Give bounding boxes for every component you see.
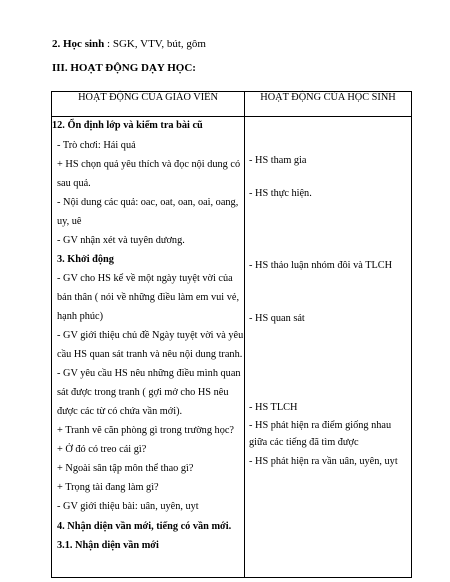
teacher-line: 4. Nhận diện vần mới, tiếng có vần mới.: [57, 521, 232, 532]
teacher-line: - Nội dung các quả: oac, oat, oan, oai, oang,: [57, 197, 239, 208]
teacher-line: - GV cho HS kể về một ngày tuyệt vời của: [57, 273, 233, 284]
teacher-line: + HS chọn quả yêu thích và đọc nội dung có: [57, 159, 241, 170]
teacher-line: - GV giới thiệu bài: uân, uyên, uyt: [57, 501, 199, 512]
student-line: - HS tham gia: [249, 155, 307, 166]
teacher-line: - GV nhận xét và tuyên dương.: [57, 235, 185, 246]
teacher-line: - Trò chơi: Hái quả: [57, 140, 136, 151]
teacher-line: được các từ có chứa vần mới).: [57, 406, 183, 417]
teacher-line: 12. Ổn định lớp và kiểm tra bài cũ: [52, 120, 203, 131]
student-line: - HS quan sát: [249, 313, 305, 324]
teacher-line: - GV giới thiệu chủ đề Ngày tuyệt vời và yêu: [57, 330, 244, 341]
teacher-line: 3.1. Nhận diện vần mới: [57, 540, 159, 551]
teacher-line: sau quả.: [57, 178, 91, 189]
teacher-line: - GV yêu cầu HS nêu những điều mình quan: [57, 368, 241, 379]
student-activities-cell: [245, 117, 412, 578]
teacher-line: + Ngoài sân tập môn thể thao gì?: [57, 463, 194, 474]
section-title: III. HOẠT ĐỘNG DẠY HỌC:: [52, 62, 196, 74]
student-line: - HS phát hiện ra vần uân, uyên, uyt: [249, 456, 398, 467]
teacher-line: uy, uê: [57, 216, 82, 227]
teacher-column-header: HOẠT ĐỘNG CỦA GIÁO VIÊN: [52, 92, 245, 117]
teacher-line: bản thân ( nói về những điều làm em vui vẻ,: [57, 292, 240, 303]
teacher-line: + Trọng tài đang làm gì?: [57, 482, 159, 493]
teacher-line: 3. Khởi động: [57, 254, 114, 265]
student-column-header: HOẠT ĐỘNG CỦA HỌC SINH: [245, 92, 412, 117]
teacher-line: cầu HS quan sát tranh và nêu nội dung tranh.: [57, 349, 243, 360]
teacher-line: hạnh phúc): [57, 311, 104, 322]
teacher-line: sát được trong tranh ( gợi mở cho HS nêu: [57, 387, 229, 398]
teacher-line: + Ở đó có treo cái gì?: [57, 444, 147, 455]
student-line: - HS TLCH: [249, 402, 298, 413]
activity-table: [51, 91, 412, 578]
teacher-line: + Tranh vẽ căn phòng gì trong trường học?: [57, 425, 234, 436]
students-materials-line: [52, 38, 206, 50]
student-line: - HS thực hiện.: [249, 188, 312, 199]
table-body-row: [52, 117, 412, 578]
table-header-row: [52, 92, 412, 117]
teacher-activities-cell: [52, 117, 245, 578]
student-line: - HS thảo luận nhóm đôi và TLCH: [249, 260, 393, 271]
student-line: - HS phát hiện ra điểm giống nhau: [249, 420, 392, 431]
students-materials: : SGK, VTV, bút, gôm: [104, 38, 206, 50]
students-label: 2. Học sinh: [52, 38, 105, 50]
student-line: giữa các tiếng đã tìm được: [249, 437, 359, 448]
